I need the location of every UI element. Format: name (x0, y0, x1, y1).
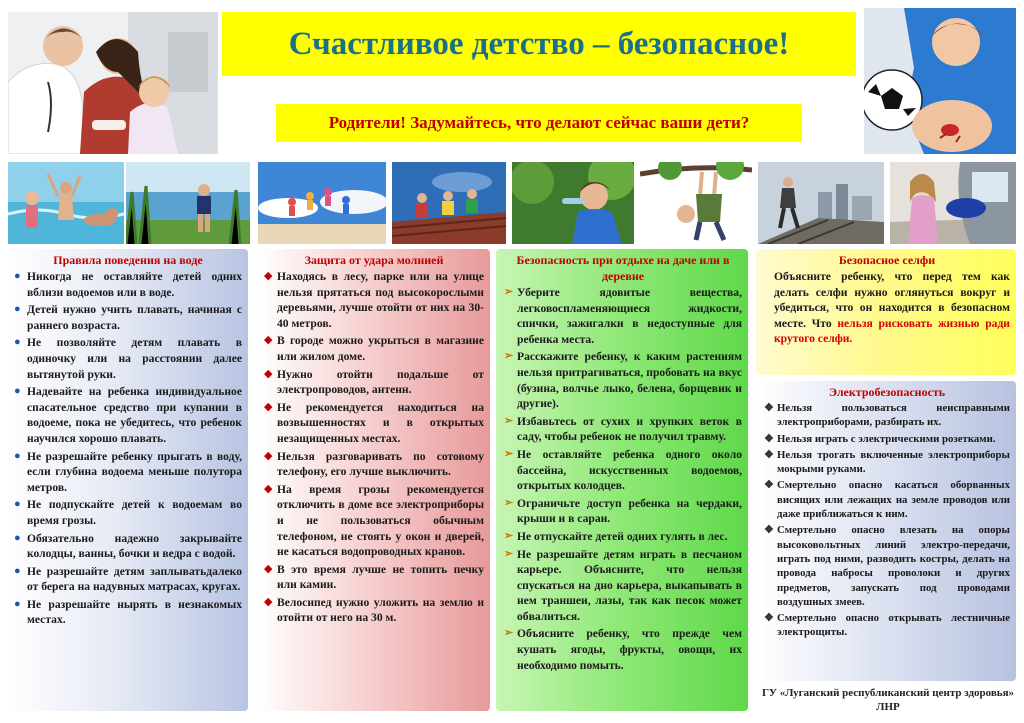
list-item: ● Детей нужно учить плавать, начиная с раннего возраста. (14, 303, 242, 332)
dacha-safety-heading: Безопасность при отдыхе на даче или в деревне (516, 253, 730, 283)
bullet-dot-icon: ● (14, 531, 21, 544)
bullet-dot-icon: ● (14, 564, 21, 577)
selfie-text-block (764, 269, 1010, 347)
list-item: ➢ Избавьтесь от сухих и хрупких веток в саду, чтобы ребенок не получил травму. (504, 414, 742, 444)
water-rules-heading: Правила поведения на воде (53, 253, 203, 267)
bullet-arrow-icon: ➢ (504, 350, 514, 363)
bullet-dot-icon: ● (14, 498, 21, 511)
bullet-clover-icon: ❖ (764, 612, 774, 625)
bullet-dot-icon: ● (14, 385, 21, 398)
list-item: ➢ Объясните ребенку, что прежде чем кушать ягоды, фрукты, овощи, их необходимо помыть. (504, 627, 742, 672)
bullet-arrow-icon: ➢ (504, 414, 514, 427)
list-item: ➢ Ограничьте доступ ребенка на чердаки, крыши и в сараи. (504, 496, 742, 526)
bullet-arrow-icon: ➢ (504, 286, 514, 298)
water-rules-panel (6, 249, 248, 711)
lightning-heading: Защита от удара молнией (304, 253, 444, 267)
bullet-diamond-icon: ◆ (264, 367, 273, 380)
list-item: ● Не разрешайте детям заплыватьдалеко от берега на надувных матрасах, кругах. (14, 564, 242, 594)
list-item: ● Не разрешайте нырять в незнакомых местах. (14, 597, 242, 627)
bullet-arrow-icon: ➢ (504, 496, 514, 509)
list-item: ● Обязательно надежно закрывайте колодцы, ванны, бочки и ведра с водой. (14, 531, 242, 561)
page-title: Счастливое детство – безопасное! (288, 25, 790, 62)
bullet-clover-icon: ❖ (764, 432, 774, 445)
list-item: ◆ Велосипед нужно уложить на землю и отойти от него на 30 м. (264, 595, 484, 625)
bullet-clover-icon: ❖ (764, 402, 774, 414)
photo-boy-on-tree (640, 162, 752, 244)
bullet-arrow-icon: ➢ (504, 529, 514, 542)
bullet-dot-icon: ● (14, 449, 21, 462)
footer-credit: ГУ «Луганский республиканский центр здоровья» ЛНР (761, 687, 1015, 713)
list-item: ➢ Уберите ядовитые вещества, легковоспламеняющиеся жидкости, спички, зажигалки в недоступные для ребенка места. (504, 286, 742, 346)
list-item: ➢ Не разрешайте детям играть в песчаном карьере. Объясните, что нельзя спускаться на дно карьера, выкапывать в нем траншеи, лазы, так как песок может обвалиться. (504, 547, 742, 623)
bullet-diamond-icon: ◆ (264, 595, 273, 608)
list-item: ● Не подпускайте детей к водоемам во время грозы. (14, 498, 242, 527)
selfie-panel (756, 249, 1016, 375)
bullet-diamond-icon: ◆ (264, 400, 273, 413)
electrical-safety-heading: Электробезопасность (828, 385, 946, 399)
selfie-warning: нельзя рисковать жизнью ради крутого селфи. (774, 316, 1010, 346)
bullet-dot-icon: ● (14, 270, 21, 282)
water-rules-list (14, 269, 242, 628)
page-subtitle: Родители! Задумайтесь, что делают сейчас ваши дети? (328, 113, 750, 132)
photo-children-jumping (258, 162, 386, 244)
list-item: ❖ Нельзя пользоваться неисправными электроприборами, разбирать их. (764, 402, 1010, 429)
list-item: ◆ Находясь в лесу, парке или на улице нельзя прятаться под высокорослыми деревьями, лучше отойти от них на 30-40 метров. (264, 270, 484, 330)
list-item: ◆ Нельзя разговаривать по сотовому телефону, его лучше выключить. (264, 449, 484, 479)
list-item: ◆ На время грозы рекомендуется отключить в доме все электроприборы и не пользоваться обычным телефоном, не стоять у окон и дверей, не касаться водопроводных кранов. (264, 482, 484, 559)
list-item: ❖ Смертельно опасно открывать лестничные электрощиты. (764, 612, 1010, 639)
list-item: ◆ В это время лучше не топить печку или камин. (264, 562, 484, 592)
bullet-diamond-icon: ◆ (264, 449, 273, 462)
list-item: ◆ В городе можно укрыться в магазине или жилом доме. (264, 334, 484, 363)
list-item: ● Не позволяйте детям плавать в одиночку или на расстоянии далее вытянутой руки. (14, 336, 242, 381)
list-item: ❖ Смертельно опасно касаться оборванных висящих или лежащих на земле проводов или даже приближаться к ним. (764, 479, 1010, 521)
bullet-dot-icon: ● (14, 303, 21, 316)
bullet-dot-icon: ● (14, 597, 21, 610)
list-item: ➢ Не оставляйте ребенка одного около бассейна, искусственных водоемов, открытых колодцев. (504, 447, 742, 493)
bullet-clover-icon: ❖ (764, 448, 774, 461)
selfie-heading: Безопасное селфи (838, 253, 936, 267)
lightning-panel (256, 249, 490, 711)
bullet-arrow-icon: ➢ (504, 627, 514, 640)
bullet-arrow-icon: ➢ (504, 447, 514, 460)
subtitle-banner (276, 104, 802, 142)
lightning-list (264, 269, 484, 626)
list-item: ➢ Не отпускайте детей одних гулять в лес. (504, 529, 728, 543)
photo-boy-drinking (512, 162, 634, 244)
list-item: ◆ Нужно отойти подальше от электропроводов, антенн. (264, 367, 484, 397)
photo-girl-with-car (890, 162, 1016, 244)
bullet-clover-icon: ❖ (764, 524, 774, 537)
electrical-safety-panel (756, 381, 1016, 681)
bullet-diamond-icon: ◆ (264, 270, 273, 282)
photo-boy-with-ball (864, 8, 1016, 154)
photo-boy-at-lake (126, 162, 250, 244)
dacha-safety-panel (496, 249, 748, 711)
list-item: ❖ Нельзя трогать включенные электроприборы мокрыми руками. (764, 448, 1010, 476)
photo-man-on-railway (758, 162, 884, 244)
selfie-text: Объясните ребенку, что перед тем как делать селфи нужно оглянуться вокруг и убедиться, что он находится в безопасном месте. Что (774, 270, 1010, 330)
photo-children-at-sea (8, 162, 124, 244)
bullet-diamond-icon: ◆ (264, 334, 273, 347)
bullet-diamond-icon: ◆ (264, 482, 273, 495)
photo-doctor-mother-child (8, 12, 218, 154)
bullet-dot-icon: ● (14, 336, 21, 349)
list-item: ➢ Расскажите ребенку, к каким растениям нельзя притрагиваться, пробовать на вкус (бузина, волчье лыко, белена, борщевик и другие). (504, 350, 742, 411)
title-banner (222, 12, 856, 76)
electrical-safety-list (764, 401, 1010, 640)
list-item: ● Не разрешайте ребенку прыгать в воду, если глубина водоема меньше полутора метров. (14, 449, 242, 494)
bullet-diamond-icon: ◆ (264, 562, 273, 575)
bullet-arrow-icon: ➢ (504, 547, 514, 560)
list-item: ● Надевайте на ребенка индивидуальное спасательное средство при купании в водоеме, пока не убедитесь, что ребенок научился хорошо плавать. (14, 385, 242, 445)
list-item: ❖ Нельзя играть с электрическими розетками. (764, 432, 996, 445)
bullet-clover-icon: ❖ (764, 479, 774, 492)
photo-children-on-roof (392, 162, 506, 244)
list-item: ◆ Не рекомендуется находиться на возвышенностях и в открытых незащищенных местах. (264, 400, 484, 445)
list-item: ❖ Смертельно опасно влезать на опоры высоковольтных линий электро-передачи, играть под ними, разводить костры, делать на провода набросы проволоки и других предметов, запускать под проводами воздушных змеев. (764, 524, 1010, 608)
list-item: ● Никогда не оставляйте детей одних вблизи водоемов или в воде. (14, 270, 242, 299)
dacha-safety-list (504, 285, 742, 673)
